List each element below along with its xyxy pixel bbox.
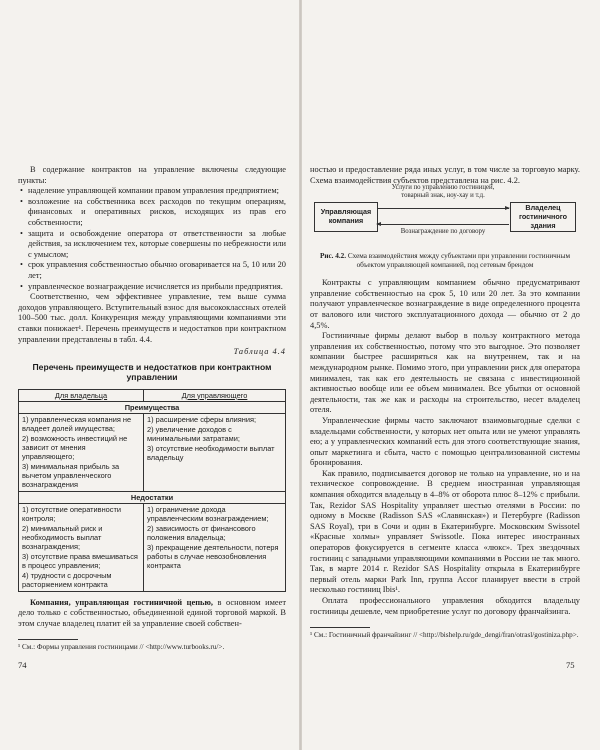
table-cell bbox=[19, 503, 144, 591]
footnote-rule bbox=[18, 639, 78, 640]
diagram-bottom-label: Вознаграждение по договору bbox=[400, 228, 486, 236]
contract-items-list bbox=[18, 186, 286, 292]
interaction-diagram bbox=[310, 184, 580, 248]
table-cell-item: 1) управленческая компания не владеет долей имущества; bbox=[22, 414, 132, 433]
book-gutter bbox=[299, 0, 302, 750]
footnote-rule bbox=[310, 627, 370, 628]
paragraph: Управленческие фирмы часто заключают взаимовыгодные сделки с владельцами собственности, у которых нет опыта или не умеют управлять ею; а у управленческих компаний есть для этого соответствующие знания, опыт маркетинга и сбыта, часто с помощью централизованной системы бронирования. bbox=[310, 415, 580, 468]
footnote: ¹ См.: Формы управления гостиницами // <http://www.turbooks.ru/>. bbox=[18, 643, 225, 652]
table-cell-item: 1) отсутствие оперативности контроля; bbox=[22, 504, 121, 523]
list-item: • возложение на собственника всех расходов по текущим операциям, финансовых и оперативных рисков, исходящих из прав его собственности; bbox=[18, 197, 286, 229]
table-cell-item: 1) ограничение дохода управленческим вознаграждением; bbox=[147, 504, 269, 523]
table-cell bbox=[19, 413, 144, 491]
table-cell-item: 3) отсутствие права вмешиваться в процесс управления; bbox=[22, 551, 138, 570]
table-cell-item: 2) возможность инвестиций не зависит от мнения управляющего; bbox=[22, 433, 128, 461]
table-number: Таблица 4.4 bbox=[233, 347, 286, 357]
table-cell-item: 1) расширение сферы влияния; bbox=[147, 414, 257, 424]
footnote: ¹ См.: Гостиничный франчайзинг // <http://bishelp.ru/gde_dengi/fran/otrasl/gostiniza.php>. bbox=[310, 631, 579, 640]
paragraph: ностью и предоставление ряда иных услуг, в том числе за торговую марку. Схема взаимодействия субъектов представлена на рис. 4.2. bbox=[310, 165, 580, 185]
list-item: • наделение управляющей компании правом управления предприятием; bbox=[18, 186, 286, 197]
paragraph: Оплата профессионального управления обходится владельцу гостиницы дешевле, чем приобретение услуг по договору франчайзинга. bbox=[310, 596, 580, 616]
list-item: • управленческое вознаграждение исчисляется из прибыли предприятия. bbox=[18, 282, 286, 293]
right-arrow bbox=[377, 208, 509, 209]
diagram-box-hotel-owner: Владелец гостиничного здания bbox=[510, 202, 576, 232]
caption-text: Схема взаимодействия между субъектами при управлении гостиничным объектом управляющей компанией, под сетевым брендом bbox=[346, 252, 571, 270]
list-item: • срок управления собственностью обычно оговаривается на 5, 10 или 20 лет; bbox=[18, 260, 286, 281]
bold-lead: Компания, управляющая гостиничной цепью, bbox=[30, 597, 213, 607]
figure-caption bbox=[310, 252, 580, 270]
diagram-top-label: Услуги по управлению гостиницей, товарный знак, ноу-хау и т.д. bbox=[391, 184, 495, 200]
diagram-box-management-company: Управляющая компания bbox=[314, 202, 378, 232]
pros-cons-table bbox=[18, 389, 286, 592]
table-row bbox=[19, 413, 286, 491]
table-title: Перечень преимуществ и недостатков при контрактном управлении bbox=[32, 361, 272, 383]
table-cell-item: 3) минимальная прибыль за вычетом управленческого вознаграждения bbox=[22, 461, 120, 489]
paragraph: Соответственно, чем эффективнее управление, тем выше сумма доходов управляющего. Вступительный взнос для высококлассных отелей 100–500 тыс. долл. Конкуренция между управляющими компаниями эти ставки понижает¹. Перечень преимуществ и недостатков при контрактном управлении представлены в табл. 4.4. bbox=[18, 292, 286, 344]
table-cell bbox=[144, 413, 286, 491]
left-arrow bbox=[377, 224, 509, 225]
table-row bbox=[19, 503, 286, 591]
paragraph bbox=[18, 598, 286, 630]
paragraph: Как правило, подписывается договор не только на управление, но и на техническое сопровождение. В среднем иностранная управляющая компания обходится владельцу в 4–8% от оборота плюс 8–12% с прибыли. Так, Rezidor SAS Hospitality управляет шестью отелями в России: по одному в Москве (Radisson SAS «Славянская») и Петербурге (Radisson SAS Royal), три в Сочи и один в Екатеринбурге. Московским Swissotel «Красные холмы» управляет Swissotle. Пока интерес иностранных операторов фокусируется в сегменте класса «люкс». Трех звездочных гостиниц с западными управляющими компаниями в России не так много. Так, в марте 2014 г. Rezidor SAS Hospitality открыла в Екатеринбурге первый отель марки Park Inn, группа Accor планирует ввести в строй несколько гостиниц Ibis¹. bbox=[310, 468, 580, 595]
right-page-column bbox=[310, 165, 580, 640]
table-cell-item: 2) увеличение доходов с минимальными затратами; bbox=[147, 424, 240, 443]
paragraph: Контракты с управляющим компанием обычно предусматривают управление собственностью на срок 5, 10 или 20 лет. За это компании получают управленческое вознаграждение в виде определенного процента от валового или чистого эксплуатационного дохода — обычно от 2 до 4,5%. bbox=[310, 278, 580, 330]
table-section-cons: Недостатки bbox=[19, 491, 286, 503]
page-number-left: 74 bbox=[18, 660, 27, 670]
paragraph-rest: в основном имеет дело только с собственностью, объединенной единой торговой маркой. В этом случае владелец платит ей за управление своей собствен- bbox=[18, 597, 286, 628]
table-cell-item: 2) зависимость от финансового положения владельца; bbox=[147, 523, 256, 542]
table-header-owner: Для владельца bbox=[19, 389, 144, 401]
list-item: • защита и освобождение оператора от ответственности за любые действия, за исключением тех, которые совершены по небрежности или с умыслом; bbox=[18, 229, 286, 261]
intro-paragraph: В содержание контрактов на управление включены следующие пункты: bbox=[18, 165, 286, 185]
left-page-column bbox=[18, 165, 286, 652]
table-header-manager: Для управляющего bbox=[144, 389, 286, 401]
table-cell-item: 4) трудности с досрочным расторжением контракта bbox=[22, 570, 112, 589]
table-cell bbox=[144, 503, 286, 591]
table-section-pros: Преимущества bbox=[19, 401, 286, 413]
table-cell-item: 3) отсутствие необходимости выплат владельцу bbox=[147, 443, 275, 462]
paragraph: Гостиничные фирмы делают выбор в пользу контрактного метода управления их собственностью, потому что это выгодное. Это позволяет компании быстрее расширяться как на внутреннем, так и на международном рынке. Помимо этого, при управлении риск для оператора минимален, так как его деятельность не связана с инвестиционной активностью вообще или ее объем минимален. Все убытки от основной деятельности, так же как и расходы на строительство, несет владелец отеля. bbox=[310, 331, 580, 415]
table-cell-item: 2) минимальный риск и необходимость выплат вознаграждения; bbox=[22, 523, 103, 551]
page-number-right: 75 bbox=[566, 660, 575, 670]
caption-label: Рис. 4.2. bbox=[319, 252, 347, 261]
table-cell-item: 3) прекращение деятельности, потеря работы в случае невозобновления контракта bbox=[147, 542, 279, 570]
